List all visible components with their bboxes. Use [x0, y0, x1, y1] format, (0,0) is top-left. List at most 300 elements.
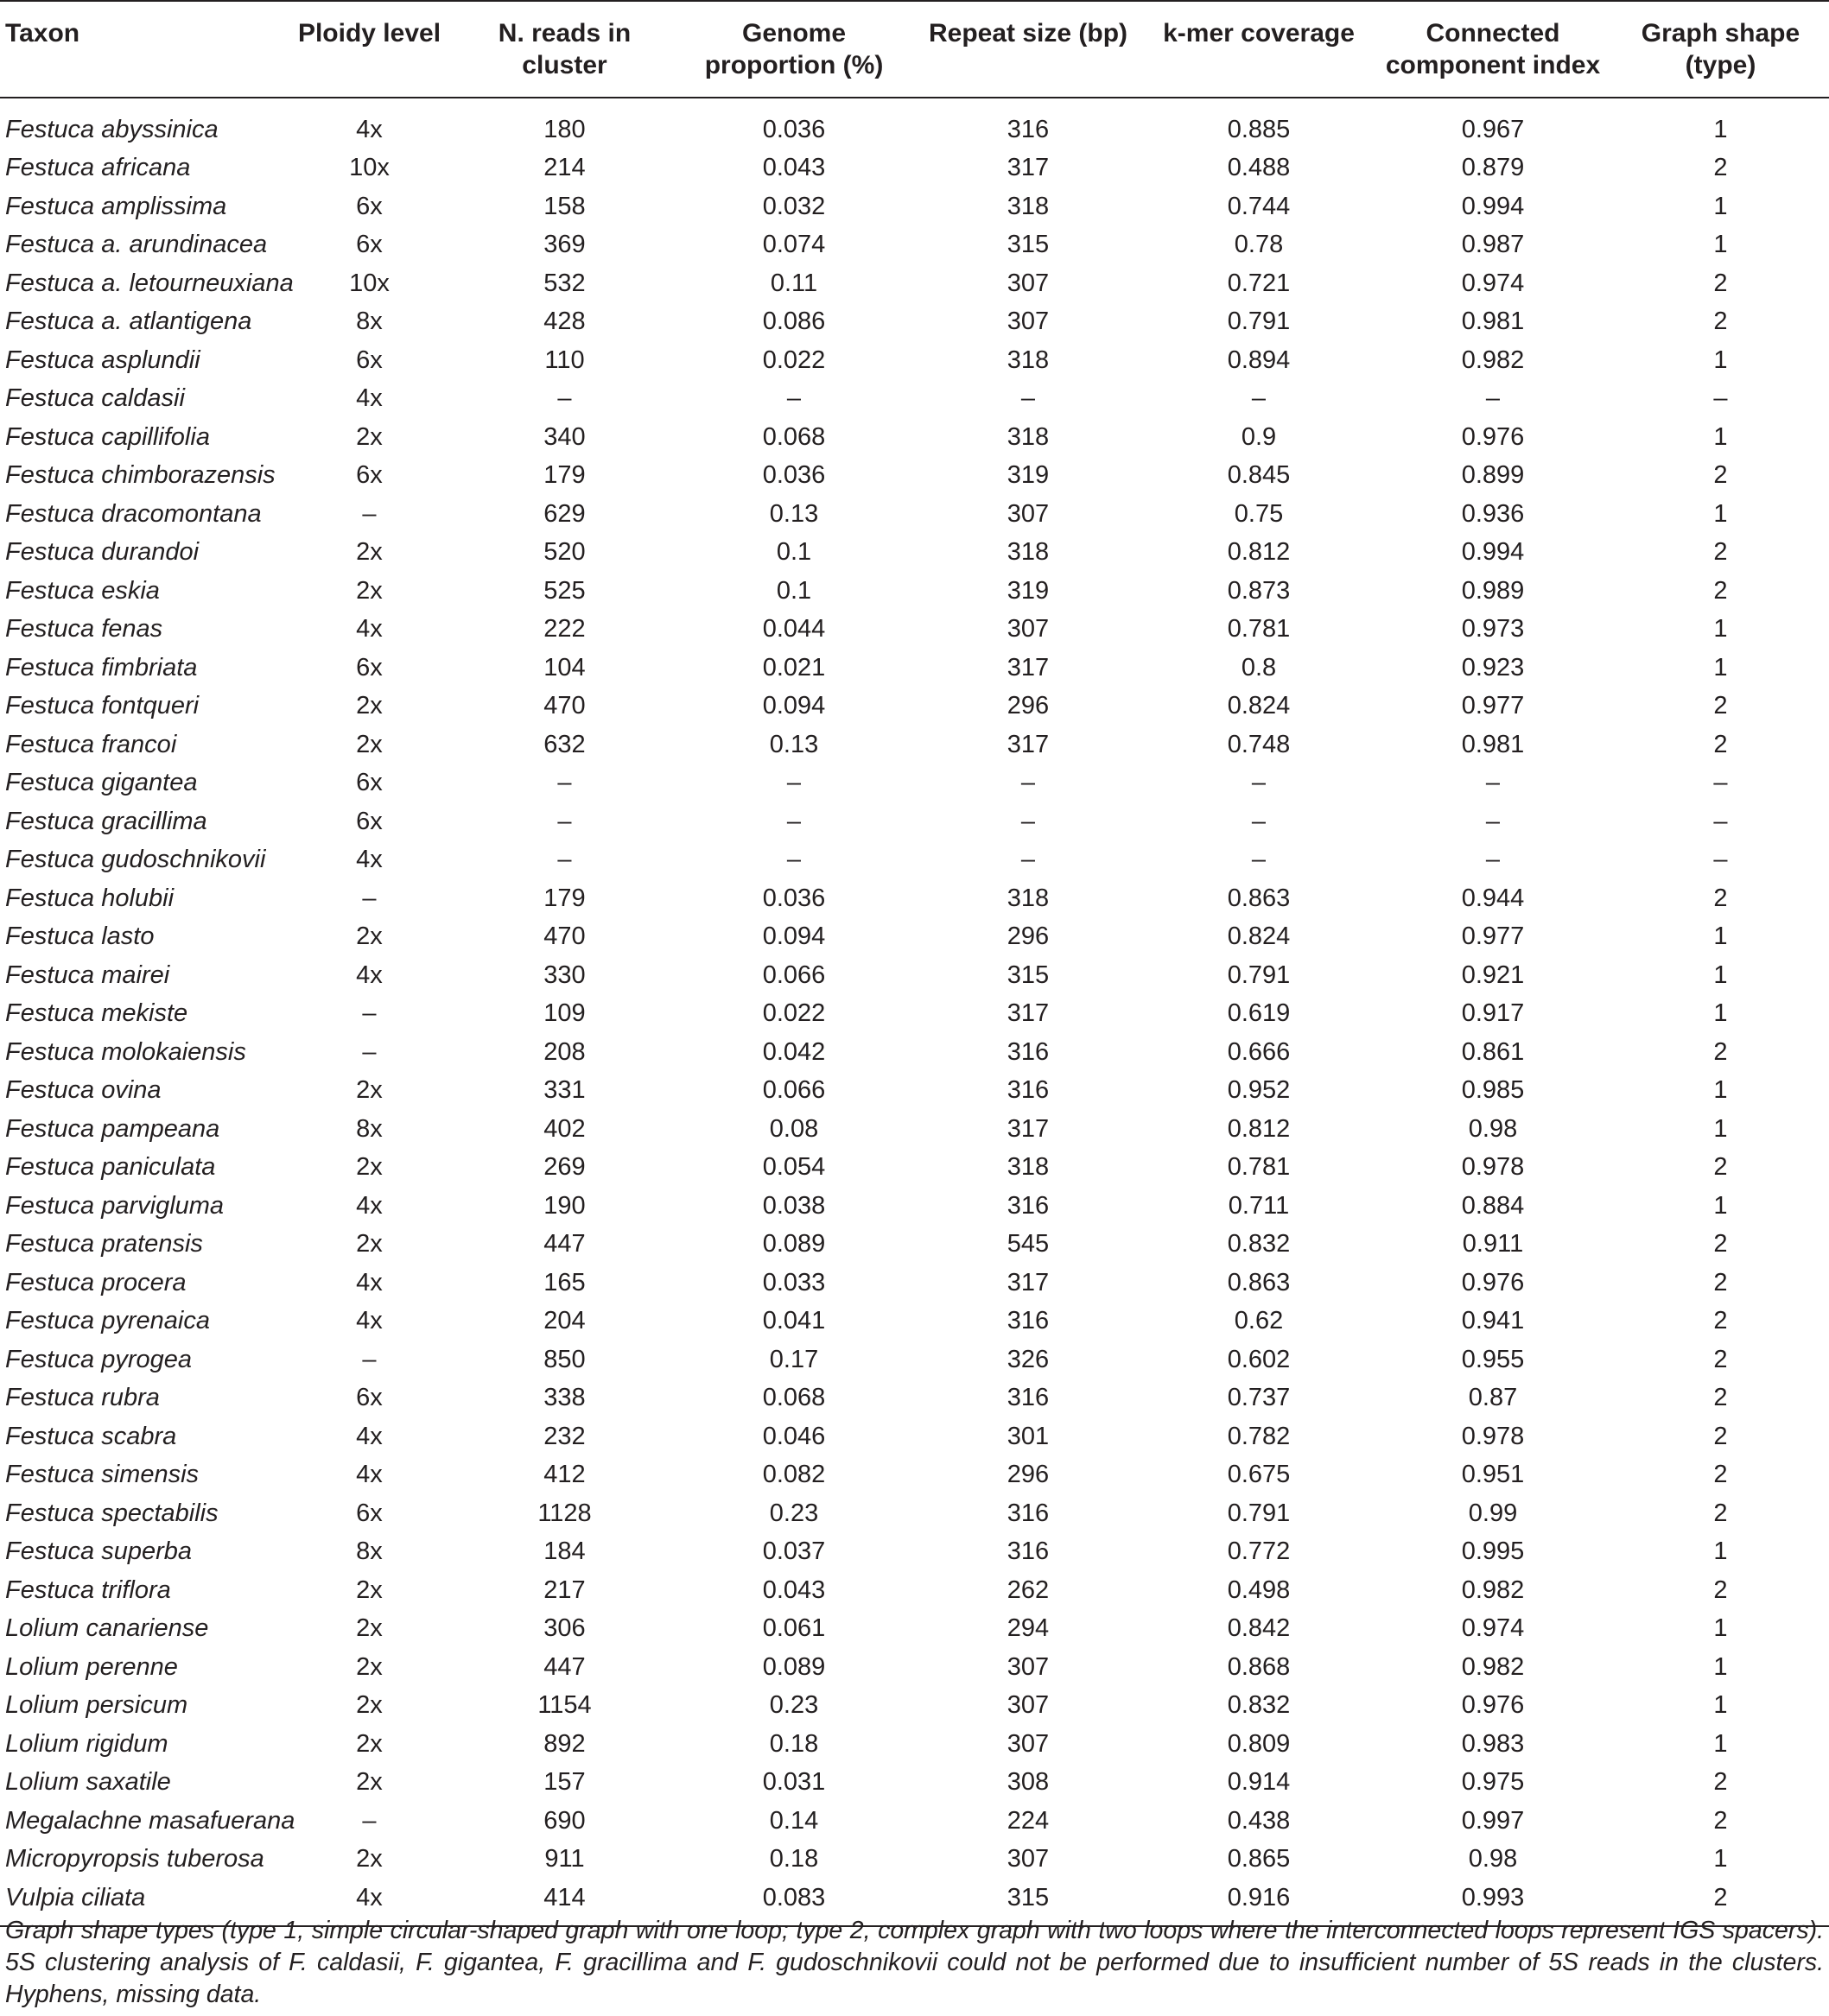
- cell-n-reads-in-cluster: 104: [543, 653, 586, 682]
- table-row: [0, 1455, 1829, 1494]
- cell-kmer-coverage: 0.8: [1241, 653, 1277, 682]
- cell-kmer-coverage: 0.832: [1227, 1230, 1291, 1258]
- cell-taxon: Festuca abyssinica: [5, 116, 219, 143]
- column-header-line: component index: [1385, 51, 1601, 79]
- cell-ploidy-level: 6x: [356, 1384, 383, 1411]
- cell-taxon: Festuca amplissima: [5, 192, 227, 220]
- table-row: [0, 1379, 1829, 1417]
- cell-n-reads-in-cluster: 165: [543, 1268, 586, 1296]
- cell-repeat-size: 317: [1007, 1268, 1050, 1296]
- table-body: [0, 98, 1829, 1926]
- cell-graph-shape-type: –: [1713, 384, 1728, 412]
- cell-kmer-coverage: 0.865: [1227, 1845, 1291, 1873]
- table-row: [0, 1187, 1829, 1226]
- cell-connected-component-index: 0.955: [1461, 1345, 1525, 1373]
- footnote-text: Graph shape types (type 1, simple circular-shaped graph with one loop; type 2, complex graph with two loops where the interconnected loops represent IGS spacers). 5S clustering analysis of F. caldasii, F. gigantea, F. gracillima and F. gudoschnikovii could not be performed due to insufficient number of 5S reads in the clusters. Hyphens, missing data.: [5, 1917, 1824, 2008]
- cell-genome-proportion: 0.066: [762, 960, 826, 989]
- cell-n-reads-in-cluster: 306: [543, 1614, 586, 1642]
- cell-repeat-size: 307: [1007, 1652, 1050, 1681]
- cell-graph-shape-type: 1: [1713, 499, 1728, 528]
- cell-taxon: Festuca mairei: [5, 960, 170, 989]
- cell-ploidy-level: –: [362, 499, 377, 528]
- cell-n-reads-in-cluster: 414: [543, 1883, 586, 1911]
- cell-taxon: Lolium persicum: [5, 1691, 188, 1719]
- cell-ploidy-level: –: [362, 884, 377, 912]
- table-row: [0, 1225, 1829, 1264]
- cell-kmer-coverage: 0.438: [1227, 1806, 1291, 1835]
- cell-ploidy-level: –: [362, 1345, 377, 1373]
- cell-connected-component-index: 0.87: [1468, 1384, 1518, 1411]
- cell-ploidy-level: 2x: [356, 730, 383, 758]
- cell-connected-component-index: 0.973: [1461, 615, 1525, 643]
- table-row: [0, 1148, 1829, 1187]
- cell-connected-component-index: 0.989: [1461, 576, 1525, 605]
- cell-genome-proportion: 0.033: [762, 1268, 826, 1296]
- cell-taxon: Lolium rigidum: [5, 1729, 168, 1758]
- cell-kmer-coverage: 0.845: [1227, 461, 1291, 489]
- cell-graph-shape-type: 2: [1713, 692, 1728, 720]
- cell-genome-proportion: 0.18: [769, 1845, 819, 1873]
- cell-kmer-coverage: –: [1251, 769, 1267, 796]
- cell-graph-shape-type: 2: [1713, 1575, 1728, 1604]
- cell-genome-proportion: 0.068: [762, 1384, 826, 1411]
- cell-connected-component-index: 0.983: [1461, 1729, 1525, 1758]
- cell-genome-proportion: 0.043: [762, 1575, 826, 1604]
- column-header-line: k-mer coverage: [1163, 19, 1355, 48]
- cell-kmer-coverage: 0.914: [1227, 1768, 1291, 1796]
- cell-graph-shape-type: 2: [1713, 1806, 1728, 1835]
- cell-n-reads-in-cluster: 222: [543, 615, 586, 643]
- cell-ploidy-level: 4x: [356, 960, 383, 989]
- column-header-taxon: [0, 1, 285, 98]
- cell-genome-proportion: 0.061: [762, 1614, 826, 1642]
- cell-genome-proportion: 0.038: [762, 1191, 826, 1220]
- table-row: [0, 1763, 1829, 1802]
- cell-taxon: Festuca paniculata: [5, 1153, 216, 1181]
- cell-graph-shape-type: 1: [1713, 1691, 1728, 1719]
- cell-repeat-size: –: [1020, 384, 1036, 412]
- cell-repeat-size: 296: [1007, 1461, 1050, 1488]
- cell-n-reads-in-cluster: 330: [543, 960, 586, 989]
- cell-genome-proportion: –: [786, 846, 802, 873]
- cell-genome-proportion: 0.032: [762, 192, 826, 220]
- cell-kmer-coverage: –: [1251, 807, 1267, 835]
- cell-taxon: Festuca durandoi: [5, 538, 200, 566]
- cell-kmer-coverage: 0.75: [1234, 499, 1284, 528]
- cell-ploidy-level: 4x: [356, 1883, 383, 1911]
- cell-repeat-size: 315: [1007, 231, 1050, 258]
- cell-kmer-coverage: 0.782: [1227, 1422, 1291, 1450]
- cell-genome-proportion: 0.042: [762, 1037, 826, 1066]
- cell-taxon: Festuca pyrenaica: [5, 1307, 210, 1334]
- cell-ploidy-level: 2x: [356, 576, 383, 605]
- cell-connected-component-index: 0.861: [1461, 1037, 1525, 1066]
- table-row: [0, 1494, 1829, 1533]
- cell-connected-component-index: –: [1485, 846, 1501, 873]
- cell-taxon: Festuca a. arundinacea: [5, 231, 268, 258]
- cell-connected-component-index: 0.981: [1461, 730, 1525, 758]
- cell-connected-component-index: 0.977: [1461, 692, 1525, 720]
- cell-n-reads-in-cluster: 180: [543, 116, 586, 143]
- cell-n-reads-in-cluster: 525: [543, 576, 586, 605]
- column-header-line: Ploidy level: [297, 19, 441, 48]
- table-row: [0, 225, 1829, 264]
- cell-n-reads-in-cluster: –: [557, 846, 572, 873]
- cell-kmer-coverage: 0.675: [1227, 1461, 1291, 1488]
- cell-connected-component-index: 0.98: [1468, 1845, 1518, 1873]
- cell-ploidy-level: 2x: [356, 1845, 383, 1873]
- cell-n-reads-in-cluster: 204: [543, 1307, 586, 1334]
- cell-n-reads-in-cluster: 412: [543, 1461, 586, 1488]
- table-row: [0, 840, 1829, 879]
- cell-n-reads-in-cluster: 470: [543, 692, 586, 720]
- cell-repeat-size: 316: [1007, 1499, 1050, 1527]
- cell-repeat-size: 318: [1007, 192, 1050, 220]
- cell-repeat-size: 307: [1007, 499, 1050, 528]
- column-header-line: Connected: [1426, 19, 1560, 48]
- cell-ploidy-level: 8x: [356, 1114, 383, 1143]
- cell-taxon: Festuca fimbriata: [5, 653, 198, 682]
- cell-n-reads-in-cluster: 269: [543, 1153, 586, 1181]
- cell-repeat-size: 318: [1007, 1153, 1050, 1181]
- cell-n-reads-in-cluster: 208: [543, 1037, 586, 1066]
- cell-genome-proportion: 0.066: [762, 1076, 826, 1104]
- cell-ploidy-level: –: [362, 1037, 377, 1066]
- cell-graph-shape-type: 2: [1713, 1268, 1728, 1296]
- cell-ploidy-level: 4x: [356, 1461, 383, 1488]
- cell-taxon: Festuca caldasii: [5, 384, 185, 412]
- cell-kmer-coverage: 0.916: [1227, 1883, 1291, 1911]
- cell-graph-shape-type: 2: [1713, 1345, 1728, 1373]
- cell-graph-shape-type: 1: [1713, 1652, 1728, 1681]
- table-row: [0, 379, 1829, 418]
- cell-repeat-size: 316: [1007, 1537, 1050, 1565]
- cell-taxon: Lolium perenne: [5, 1652, 178, 1681]
- table-row: [0, 572, 1829, 611]
- cell-n-reads-in-cluster: 338: [543, 1384, 586, 1411]
- cell-ploidy-level: –: [362, 999, 377, 1027]
- cell-connected-component-index: –: [1485, 807, 1501, 835]
- cell-kmer-coverage: 0.791: [1227, 960, 1291, 989]
- cell-connected-component-index: 0.978: [1461, 1153, 1525, 1181]
- cell-kmer-coverage: 0.885: [1227, 116, 1291, 143]
- cell-graph-shape-type: –: [1713, 846, 1728, 873]
- cell-repeat-size: 318: [1007, 538, 1050, 566]
- cell-repeat-size: 318: [1007, 884, 1050, 912]
- cell-ploidy-level: 2x: [356, 1230, 383, 1258]
- cell-ploidy-level: 4x: [356, 116, 383, 143]
- cell-n-reads-in-cluster: 447: [543, 1652, 586, 1681]
- cell-connected-component-index: 0.884: [1461, 1191, 1525, 1220]
- cell-connected-component-index: 0.921: [1461, 960, 1525, 989]
- cell-repeat-size: 315: [1007, 1883, 1050, 1911]
- cell-graph-shape-type: 2: [1713, 1230, 1728, 1258]
- cell-connected-component-index: 0.994: [1461, 538, 1525, 566]
- cell-repeat-size: 319: [1007, 461, 1050, 489]
- cell-kmer-coverage: 0.894: [1227, 346, 1291, 374]
- cell-genome-proportion: 0.13: [769, 499, 819, 528]
- cell-n-reads-in-cluster: 179: [543, 461, 586, 489]
- cell-connected-component-index: 0.982: [1461, 346, 1525, 374]
- cell-graph-shape-type: 1: [1713, 192, 1728, 220]
- cell-genome-proportion: 0.089: [762, 1652, 826, 1681]
- cell-graph-shape-type: 1: [1713, 116, 1728, 143]
- cell-ploidy-level: 6x: [356, 807, 383, 835]
- cell-repeat-size: 307: [1007, 1691, 1050, 1719]
- cell-kmer-coverage: 0.721: [1227, 269, 1291, 297]
- cell-genome-proportion: 0.082: [762, 1461, 826, 1488]
- cell-genome-proportion: 0.14: [769, 1806, 819, 1835]
- cell-kmer-coverage: 0.602: [1227, 1345, 1291, 1373]
- cell-ploidy-level: 2x: [356, 1729, 383, 1758]
- column-header-ploidy-level: [285, 1, 454, 98]
- cell-genome-proportion: –: [786, 384, 802, 412]
- cell-repeat-size: 296: [1007, 692, 1050, 720]
- cell-connected-component-index: 0.985: [1461, 1076, 1525, 1104]
- table-row: [0, 1341, 1829, 1379]
- cell-genome-proportion: 0.083: [762, 1883, 826, 1911]
- cell-genome-proportion: 0.089: [762, 1230, 826, 1258]
- column-header-connected-component-index: [1374, 1, 1612, 98]
- table-row: [0, 533, 1829, 572]
- cell-genome-proportion: 0.074: [762, 231, 826, 258]
- cell-taxon: Vulpia ciliata: [5, 1883, 146, 1911]
- cell-ploidy-level: 2x: [356, 1575, 383, 1604]
- cell-genome-proportion: 0.054: [762, 1153, 826, 1181]
- cell-connected-component-index: 0.976: [1461, 1691, 1525, 1719]
- cell-n-reads-in-cluster: 402: [543, 1114, 586, 1143]
- cell-repeat-size: 301: [1007, 1422, 1050, 1450]
- cell-ploidy-level: 4x: [356, 1422, 383, 1450]
- cell-n-reads-in-cluster: 520: [543, 538, 586, 566]
- cell-graph-shape-type: 1: [1713, 1114, 1728, 1143]
- table-row: [0, 1532, 1829, 1571]
- cell-kmer-coverage: 0.824: [1227, 922, 1291, 950]
- cell-kmer-coverage: 0.781: [1227, 615, 1291, 643]
- cell-connected-component-index: 0.99: [1468, 1499, 1518, 1527]
- cell-repeat-size: 307: [1007, 1729, 1050, 1758]
- table-row: [0, 418, 1829, 457]
- cell-kmer-coverage: 0.744: [1227, 192, 1291, 220]
- cell-taxon: Festuca fontqueri: [5, 692, 200, 720]
- cell-kmer-coverage: 0.781: [1227, 1153, 1291, 1181]
- cell-n-reads-in-cluster: 109: [543, 999, 586, 1027]
- cell-kmer-coverage: 0.952: [1227, 1076, 1291, 1104]
- cell-graph-shape-type: 1: [1713, 1614, 1728, 1642]
- cell-ploidy-level: 4x: [356, 384, 383, 412]
- cell-taxon: Festuca pratensis: [5, 1230, 203, 1258]
- cell-n-reads-in-cluster: 892: [543, 1729, 586, 1758]
- cell-ploidy-level: 2x: [356, 422, 383, 451]
- column-header-repeat-size: [912, 1, 1144, 98]
- cell-genome-proportion: 0.043: [762, 154, 826, 181]
- cell-taxon: Festuca gudoschnikovii: [5, 846, 266, 873]
- table-row: [0, 1033, 1829, 1072]
- cell-graph-shape-type: 1: [1713, 1729, 1728, 1758]
- cell-kmer-coverage: –: [1251, 846, 1267, 873]
- cell-graph-shape-type: 2: [1713, 1461, 1728, 1488]
- cell-ploidy-level: 4x: [356, 1191, 383, 1220]
- cell-graph-shape-type: 1: [1713, 1076, 1728, 1104]
- table-row: [0, 302, 1829, 341]
- cell-kmer-coverage: 0.791: [1227, 1499, 1291, 1527]
- cell-taxon: Festuca pampeana: [5, 1114, 220, 1143]
- cell-repeat-size: 224: [1007, 1806, 1050, 1835]
- cell-n-reads-in-cluster: 1154: [537, 1691, 592, 1719]
- cell-taxon: Festuca molokaiensis: [5, 1037, 246, 1066]
- cell-n-reads-in-cluster: 1128: [537, 1499, 592, 1527]
- cell-kmer-coverage: 0.619: [1227, 999, 1291, 1027]
- cell-ploidy-level: 2x: [356, 1652, 383, 1681]
- cell-repeat-size: 317: [1007, 730, 1050, 758]
- cell-repeat-size: 307: [1007, 615, 1050, 643]
- table-row: [0, 994, 1829, 1033]
- cell-ploidy-level: 4x: [356, 1307, 383, 1334]
- table-row: [0, 917, 1829, 956]
- cell-n-reads-in-cluster: 157: [543, 1768, 586, 1796]
- table-header: [0, 1, 1829, 98]
- cell-repeat-size: 319: [1007, 576, 1050, 605]
- cell-graph-shape-type: 1: [1713, 422, 1728, 451]
- cell-connected-component-index: 0.982: [1461, 1652, 1525, 1681]
- column-header-line: N. reads in: [498, 19, 632, 48]
- cell-genome-proportion: 0.036: [762, 461, 826, 489]
- cell-graph-shape-type: 1: [1713, 1845, 1728, 1873]
- cell-graph-shape-type: 2: [1713, 1307, 1728, 1334]
- column-header-line: proportion (%): [704, 51, 884, 79]
- cell-taxon: Festuca fenas: [5, 615, 163, 643]
- cell-n-reads-in-cluster: 428: [543, 307, 586, 335]
- cell-connected-component-index: 0.911: [1462, 1230, 1524, 1258]
- cell-repeat-size: 318: [1007, 346, 1050, 374]
- cell-n-reads-in-cluster: 190: [543, 1191, 586, 1220]
- cell-genome-proportion: 0.1: [776, 576, 812, 605]
- cell-taxon: Festuca eskia: [5, 576, 160, 605]
- table-row: [0, 1802, 1829, 1841]
- cell-taxon: Festuca dracomontana: [5, 499, 262, 528]
- cell-genome-proportion: 0.044: [762, 615, 826, 643]
- column-header-line: Genome: [741, 19, 847, 48]
- column-header-line: Repeat size (bp): [928, 19, 1128, 48]
- cell-ploidy-level: 6x: [356, 346, 383, 374]
- cell-connected-component-index: 0.941: [1461, 1307, 1525, 1334]
- cell-graph-shape-type: 1: [1713, 999, 1728, 1027]
- cell-n-reads-in-cluster: 532: [543, 269, 586, 297]
- cell-taxon: Festuca superba: [5, 1537, 193, 1565]
- cell-genome-proportion: 0.094: [762, 922, 826, 950]
- header-row: [0, 1, 1829, 98]
- cell-repeat-size: 307: [1007, 307, 1050, 335]
- cell-ploidy-level: –: [362, 1806, 377, 1835]
- cell-kmer-coverage: 0.824: [1227, 692, 1291, 720]
- cell-connected-component-index: 0.974: [1461, 269, 1525, 297]
- cell-connected-component-index: 0.997: [1461, 1806, 1525, 1835]
- table-row: [0, 1840, 1829, 1879]
- cell-n-reads-in-cluster: 632: [543, 730, 586, 758]
- cell-ploidy-level: 2x: [356, 1153, 383, 1181]
- cell-connected-component-index: 0.879: [1461, 154, 1525, 181]
- cell-n-reads-in-cluster: 850: [543, 1345, 586, 1373]
- cell-kmer-coverage: 0.812: [1227, 538, 1291, 566]
- table-row: [0, 610, 1829, 649]
- cell-repeat-size: 317: [1007, 999, 1050, 1027]
- cell-genome-proportion: 0.08: [769, 1114, 819, 1143]
- cell-taxon: Lolium saxatile: [5, 1768, 171, 1796]
- cell-n-reads-in-cluster: 340: [543, 422, 586, 451]
- table-row: [0, 1110, 1829, 1149]
- cell-kmer-coverage: 0.737: [1227, 1384, 1291, 1411]
- cell-graph-shape-type: 2: [1713, 1153, 1728, 1181]
- table-row: [0, 1725, 1829, 1764]
- table-row: [0, 456, 1829, 495]
- cell-connected-component-index: –: [1485, 384, 1501, 412]
- cell-kmer-coverage: 0.498: [1227, 1575, 1291, 1604]
- table-row: [0, 879, 1829, 918]
- cell-taxon: Festuca a. letourneuxiana: [5, 269, 294, 297]
- cell-repeat-size: 545: [1007, 1230, 1050, 1258]
- cell-taxon: Festuca francoi: [5, 730, 177, 758]
- cell-genome-proportion: 0.031: [762, 1768, 826, 1796]
- cell-taxon: Festuca ovina: [5, 1076, 162, 1104]
- cell-kmer-coverage: 0.868: [1227, 1652, 1291, 1681]
- table-row: [0, 1071, 1829, 1110]
- cell-n-reads-in-cluster: 331: [543, 1076, 586, 1104]
- cell-ploidy-level: 4x: [356, 615, 383, 643]
- cell-taxon: Micropyropsis tuberosa: [5, 1845, 264, 1873]
- cell-connected-component-index: 0.987: [1461, 231, 1525, 258]
- cell-kmer-coverage: 0.809: [1227, 1729, 1291, 1758]
- table-row: [0, 1417, 1829, 1456]
- cell-genome-proportion: 0.086: [762, 307, 826, 335]
- cell-connected-component-index: 0.967: [1461, 116, 1525, 143]
- cell-n-reads-in-cluster: 629: [543, 499, 586, 528]
- cell-genome-proportion: 0.18: [769, 1729, 819, 1758]
- cell-graph-shape-type: 2: [1713, 730, 1728, 758]
- cell-n-reads-in-cluster: –: [557, 769, 572, 796]
- column-header-line: Graph shape: [1641, 19, 1800, 48]
- cell-repeat-size: 318: [1007, 422, 1050, 451]
- cell-n-reads-in-cluster: 184: [543, 1537, 586, 1565]
- cell-taxon: Festuca parvigluma: [5, 1191, 225, 1220]
- table-row: [0, 264, 1829, 303]
- cell-ploidy-level: 2x: [356, 1076, 383, 1104]
- cell-genome-proportion: 0.036: [762, 116, 826, 143]
- cell-n-reads-in-cluster: –: [557, 807, 572, 835]
- cell-graph-shape-type: 1: [1713, 346, 1728, 374]
- cell-taxon: Festuca a. atlantigena: [5, 307, 252, 335]
- cell-genome-proportion: 0.094: [762, 692, 826, 720]
- cell-connected-component-index: 0.976: [1461, 1268, 1525, 1296]
- cell-ploidy-level: 2x: [356, 922, 383, 950]
- table-row: [0, 956, 1829, 995]
- cell-graph-shape-type: 2: [1713, 884, 1728, 912]
- cell-taxon: Festuca procera: [5, 1268, 187, 1296]
- cell-ploidy-level: 6x: [356, 653, 383, 682]
- cell-ploidy-level: 10x: [349, 154, 390, 181]
- cell-kmer-coverage: 0.842: [1227, 1614, 1291, 1642]
- cell-graph-shape-type: 2: [1713, 1422, 1728, 1450]
- cell-kmer-coverage: 0.863: [1227, 884, 1291, 912]
- cell-graph-shape-type: 2: [1713, 461, 1728, 489]
- cell-genome-proportion: –: [786, 807, 802, 835]
- cell-ploidy-level: 6x: [356, 231, 383, 258]
- cell-taxon: Festuca triflora: [5, 1575, 171, 1604]
- column-header-kmer-coverage: [1144, 1, 1374, 98]
- cell-genome-proportion: 0.022: [762, 999, 826, 1027]
- table-row: [0, 687, 1829, 726]
- column-header-line: Taxon: [5, 19, 80, 48]
- table-row: [0, 1648, 1829, 1687]
